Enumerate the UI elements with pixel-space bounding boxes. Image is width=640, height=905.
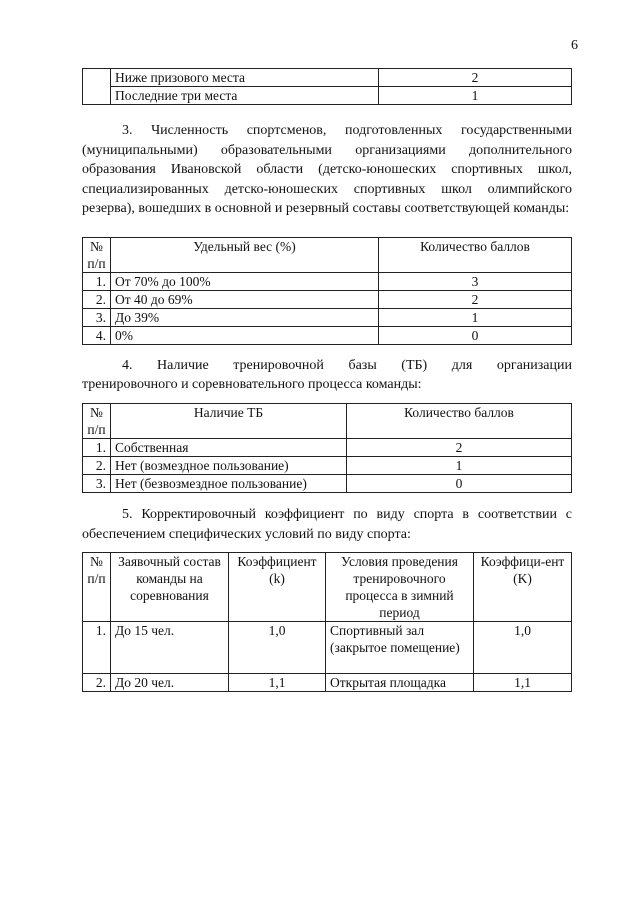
header-points: Количество баллов	[347, 404, 572, 439]
table-row	[83, 291, 572, 309]
table-cell-num	[83, 69, 111, 105]
table-row	[83, 674, 572, 692]
table-coefficients	[82, 552, 572, 692]
table-cell-label: От 70% до 100%	[111, 273, 379, 291]
table-cell-label: До 39%	[111, 309, 379, 327]
section-3-text: 3. Численность спортсменов, подготовленных государственными (муниципальными) образовательными организациями дополнительного образования Ивановской области (детско-юношеских спортивных школ, специализированных детско-юношеских спортивных школ олимпийского резерва), вошедших в основной и резервный составы соответствующей команды:	[82, 123, 572, 216]
table-cell-num: 1.	[83, 622, 111, 674]
table-row	[83, 457, 572, 475]
table-cell-points: 0	[347, 475, 572, 493]
header-coef-K: Коэффици-ент (K)	[474, 553, 572, 622]
header-conditions: Условия проведения тренировочного процесса в зимний период	[326, 553, 474, 622]
table-cell-points: 2	[379, 69, 572, 87]
table-cell-points: 2	[347, 439, 572, 457]
table-header-row	[83, 238, 572, 273]
table-base	[82, 403, 572, 493]
table-share	[82, 237, 572, 345]
table-cell-label: Последние три места	[111, 87, 379, 105]
table-cell-num: 2.	[83, 457, 111, 475]
table-cell-conditions: Спортивный зал (закрытое помещение)	[326, 622, 474, 674]
header-roster: Заявочный состав команды на соревнования	[111, 553, 229, 622]
table-cell-label: Нет (возмездное пользование)	[111, 457, 347, 475]
table-row	[83, 87, 572, 105]
table-cell-points: 0	[379, 327, 572, 345]
table-cell-points: 1	[379, 309, 572, 327]
table-cell-roster: До 15 чел.	[111, 622, 229, 674]
table-cell-points: 1	[347, 457, 572, 475]
table-cell-coef-k: 1,0	[229, 622, 326, 674]
table-cell-label: 0%	[111, 327, 379, 345]
table-row	[83, 327, 572, 345]
table-cell-num: 1.	[83, 273, 111, 291]
table-cell-points: 3	[379, 273, 572, 291]
table-row	[83, 622, 572, 674]
table-row	[83, 439, 572, 457]
header-base: Наличие ТБ	[111, 404, 347, 439]
section-4-line-2: тренировочного и соревновательного процесса команды:	[82, 377, 422, 392]
table-cell-points: 1	[379, 87, 572, 105]
table-cell-num: 2.	[83, 291, 111, 309]
header-points: Количество баллов	[379, 238, 572, 273]
table-row	[83, 309, 572, 327]
table-cell-conditions: Открытая площадка	[326, 674, 474, 692]
table-cell-label: Ниже призового места	[111, 69, 379, 87]
table-row	[83, 273, 572, 291]
section-4-line-1: 4. Наличие тренировочной базы (ТБ) для организации	[122, 358, 572, 373]
header-num: № п/п	[83, 404, 111, 439]
header-coef-k: Коэффициент (k)	[229, 553, 326, 622]
header-num: № п/п	[83, 238, 111, 273]
table-cell-num: 3.	[83, 309, 111, 327]
table-places	[82, 68, 572, 105]
table-cell-num: 1.	[83, 439, 111, 457]
table-cell-coef-k: 1,1	[229, 674, 326, 692]
table-cell-num: 3.	[83, 475, 111, 493]
table-cell-label: Нет (безвозмездное пользование)	[111, 475, 347, 493]
table-cell-coef-K: 1,1	[474, 674, 572, 692]
table-cell-num: 2.	[83, 674, 111, 692]
table-header-row	[83, 553, 572, 622]
header-num: № п/п	[83, 553, 111, 622]
table-row	[83, 69, 572, 87]
table-cell-roster: До 20 чел.	[111, 674, 229, 692]
table-cell-points: 2	[379, 291, 572, 309]
table-cell-coef-K: 1,0	[474, 622, 572, 674]
section-5-text: 5. Корректировочный коэффициент по виду спорта в соответствии с обеспечением специфических условий по виду спорта:	[82, 507, 572, 542]
table-row	[83, 475, 572, 493]
table-header-row	[83, 404, 572, 439]
header-share: Удельный вес (%)	[111, 238, 379, 273]
table-cell-label: Собственная	[111, 439, 347, 457]
table-cell-label: От 40 до 69%	[111, 291, 379, 309]
table-cell-num: 4.	[83, 327, 111, 345]
page-number: 6	[571, 38, 578, 53]
